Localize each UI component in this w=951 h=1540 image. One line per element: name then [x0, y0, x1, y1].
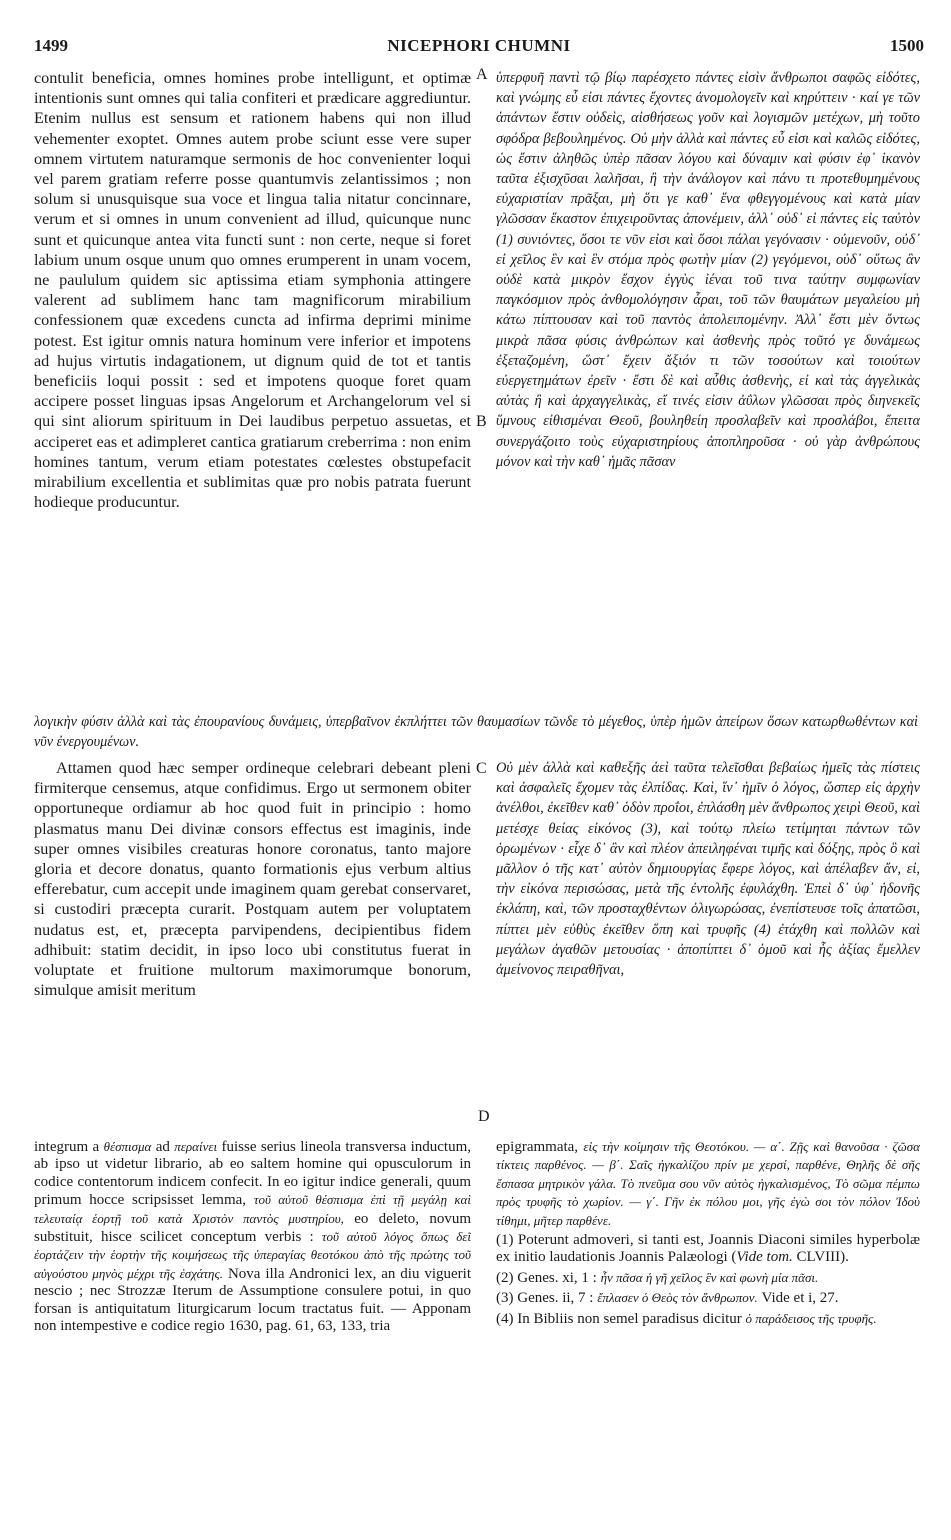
page-number-left: 1499 — [34, 36, 68, 55]
footnotes-left — [34, 1138, 471, 1518]
running-header — [34, 36, 924, 60]
footnote-epigrams: epigrammata, εἰς τὴν κοίμησιν τῆς Θεοτόκου. — α΄. Ζῇς καὶ θανοῦσα · ζῶσα τίκτεις παρθένος. — β΄. Σαῖς ἠγκαλίζου πρίν με χερσί, παρθένε, Θηλῆς δὲ σῆς ἔσπασα μητρικὸν γάλα. Τὸ πνεῦμα σου νῦν αὐτὸς ἠγκαλισμένος, Τὸ σῶμα πέμπω πρὸς τρυφῆς τὸ χωρίον. — γ΄. Γῆν ἐκ πόλου μοι, γῆς ἐγὼ σοι τὸν πόλον Ἰδοὺ τίθημι, μῆτερ παρθένε. — [496, 1139, 920, 1228]
latin-paragraph-top: contulit beneficia, omnes homines probe intelligunt, et optimæ intentionis sunt omnes qui talia confiteri et prædicare aggrediuntur. Etenim nullus est sensum et rationem habens qui non illud vehementer exoptet. Omnes autem probe sciunt esse vere super omnem virtutem naturamque sermonis de hoc convenienter loqui vel parem gratiam referre posse quantumvis zelantissimos ; non solum si unusquisque sua voce et lingua talia nitatur concinnare, verum et si omnes in unum convenient ad illud, quicunque nunc sunt et quicunque antea vita functi sunt : non certe, neque si foret labium unum osque unum quo omnes erumperent in unam vocem, ne paululum quidem sic aptissima etiam symphonia attingere valerent ad sublimem hanc tam magnificorum mirabilium confessionem quæ excedens cuncta ad infirma deprimi minime potest. Est igitur omnis natura hominum vere inferior et impotens ad hujus virtutis indagationem, ut dignum quid de tot et tantis beneficiis loqui possit : sed et impotens quoque foret quam accipere posset linguas ipsas Angelorum et Archangelorum vel si qui sint aliorum spirituum in Dei laudibus perpetuo assuetas, et acciperet eas et adimpleret cantica gratiarum creberrima : non enim homines tantum, verum etiam potestates cœlestes obstupefacit mirabilium excellentia et sublimitas quæ pro nobis patrata fuerunt hodieque producuntur. — [34, 69, 471, 512]
greek-full-width-line — [34, 712, 918, 754]
greek-span-text: λογικὴν φύσιν ἀλλὰ καὶ τὰς ἐπουρανίους δυνάμεις, ὑπερβαῖνον ἐκπλήττει τῶν θαυμασίων τῶνδε τὸ μέγεθος, ὑπὲρ ἡμῶν ἀπείρων ὅσων κατωρθωθέντων καὶ νῦν ἐνεργουμένων. — [34, 714, 918, 750]
footnote-4: (4) In Bibliis non semel paradisus dicitur ὁ παράδεισος τῆς τρυφῆς. — [496, 1310, 877, 1327]
greek-paragraph-mid: Οὐ μὲν ἀλλὰ καὶ καθεξῆς ἀεὶ ταῦτα τελεῖσθαι βεβαίως ἡμεῖς τὰς πίστεις καὶ ἀσφαλεῖς ἔχομεν τὰς ἐλπίδας. Καὶ, ἵν᾽ ἡμῖν ὁ λόγος, ὥσπερ εἰς ἀρχὴν ἀνέλθοι, ἐκεῖθεν καθ᾽ ὁδὸν προΐοι, ἐπλάσθη μὲν ἄνθρωπος χειρὶ Θεοῦ, καὶ μετέσχε θείας εἰκόνος (3), καὶ τούτῳ πλείω τετίμηται πάντων τῶν ὁρωμένων · εἶχε δ᾽ ἂν καὶ πλέον ἀπειληφέναι τιμῆς καὶ δόξης, πρὸς ὃ καὶ μᾶλλον ὁ τῆς κατ᾽ αὐτὸν δημιουργίας ἔφερε λόγος, καὶ ἀπέλαβεν ἄν, εἰ, τὴν εἰκόνα περισώσας, μετὰ τῆς ἐντολῆς ἐφυλάχθη. Ἐπεὶ δ᾽ ὑφ᾽ ἡδονῆς ἐκλάπη, καὶ, τῶν προσταχθέντων ὀλιγωρώσας, ἐνεπίστευσε τοῖς ἀπατῶσι, πίπτει μὲν εὐθὺς ἐκεῖθεν ὅπη καὶ τρυφῆς (4) ἐτάχθη καὶ πολλῶν καὶ μεγάλων ἀγαθῶν μετουσίας · ἀποπίπτει δ᾽ ὁμοῦ καὶ ἧς ἀξίας ἔμελλεν ἀμείνονος πειραθῆναι, — [496, 760, 920, 979]
greek-column-mid — [496, 758, 920, 1106]
latin-column-mid — [34, 758, 471, 1106]
footnote-1: (1) Poterunt admoveri, si tanti est, Joannis Diaconi similes hyperbolæ ex initio laudationis Joannis Palæologi (Vide tom. CLVIII). — [496, 1232, 920, 1266]
footnote-3: (3) Genes. ii, 7 : ἔπλασεν ὁ Θεὸς τὸν ἄνθρωπον. Vide et i, 27. — [496, 1290, 839, 1307]
footnote-continuation: integrum a θέσπισμα ad περαίνει fuisse serius lineola transversa inductum, ab ipso ut videtur librario, ab eo saltem homine qui opusculorum in codice contentorum indicem confecit. In eo igitur indice generali, quum primum hocce scripsisset lemma, τοῦ αὐτοῦ θέσπισμα ἐπὶ τῇ μεγάλῃ καὶ τελευταίᾳ ἑορτῇ τοῦ κατὰ Χριστὸν παντὸς μυστηρίου, eo deleto, novum substituit, hisce scilicet conceptum verbis : τοῦ αὐτοῦ λόγος ὅπως δεῖ ἑορτάζειν τὴν ἑορτὴν τῆς κοιμήσεως τῆς ὑπεραγίας θεοτόκου ἀπὸ τῆς πρώτης τοῦ αὐγούστου μηνὸς μέχρι τῆς ἐσχάτης. Nova illa Andronici lex, an diu viguerit nescio ; nec Strozzæ Iterum de Assumptione consulere potui, in quo forsan is antiquitatum liturgicarum locum tractatus fuit. — Apponam non intempestive e codice regio 1630, pag. 61, 63, 133, tria — [34, 1139, 471, 1335]
running-title: NICEPHORI CHUMNI — [387, 36, 571, 55]
greek-column-top — [496, 68, 920, 711]
section-marker-c: C — [476, 760, 487, 777]
latin-paragraph-mid: Attamen quod hæc semper ordineque celebrari debeant pleni firmiterque censemus, atque confidimus. Ergo ut sermonem obiter opportuneque ordiamur ab hoc quod fuit in principio : homo plasmatus manu Dei divinæ consors effectus est imaginis, inde super omnes visibiles creaturas honore coronatus, tanto majore gloria et decore donatus, quanto formationis ejus verbum altius efferebatur, cum accepit unde imaginem quam gerebat conservaret, si custodiri præcepta curarit. Postquam autem per voluptatem nudatus est, et, præcepta parvipendens, decipientibus fidem adhibuit: statim decidit, in ipso loco ubi constitutus fuerat in voluptate et fruitione multorum maximorumque bonorum, simulque amisit meritum — [34, 759, 471, 1000]
section-marker-b: B — [476, 413, 487, 430]
latin-column-top — [34, 68, 471, 711]
greek-paragraph-top: ὑπερφυῆ παντὶ τῷ βίῳ παρέσχετο πάντες εἰσὶν ἄνθρωποι σαφῶς εἰδότες, καὶ γνώμης εὖ εἰσι πάντες ἔχοντες ἀνομολογεῖν καὶ κηρύττειν · καί γε τῶν ἁπάντων ἔστιν οὐδεὶς, αἰσθήσεως γοῦν καὶ λογισμῶν μετέχων, μὴ τοῦτο σφόδρα βεβουλημένος. Οὐ μὴν ἀλλὰ καὶ πάντες εὖ εἰσι καὶ καλῶς εἰδότες, ὡς ἔστιν ἀληθῶς ὑπὲρ πᾶσαν λόγου καὶ δύναμιν καὶ φύσιν ἐφ᾽ ἱκανὸν ταῦτα ἐξισχῦσαι λαλῆσαι, ἢ τὴν ἀνάλογον καὶ πάνυ τι προτεθυμημένους εὐχαριστίαν πρᾶξαι, μὴ ὅτι γε καθ᾽ ἕνα φθεγγομένους καὶ κατὰ μίαν γλῶσσαν ἕκαστον ἐπιχειροῦντας ἀπονέμειν, ἀλλ᾽ οὐδ᾽ εἰ πάντες εἰς ταὐτὸν (1) συνιόντες, ὅσοι τε νῦν εἰσι καὶ ὅσοι πάλαι γεγόνασιν · οὐμενοῦν, οὐδ᾽ εἰ χεῖλος ἓν καὶ ἓν στόμα πρὸς φωτὴν μίαν (2) γεγόμενοι, οὐδ᾽ οὕτως ἂν οὐδὲ κατὰ μικρὸν ἔσχον ἐγγὺς ἰέναι τοῦ τινα ταύτην συμφωνίαν παγκόσμιον πρὸς ἀνθομολόγησιν ἆραι, τοῦ τῶν θαυμάτων μεγαλείου μὴ κάτω πίπτουσαν καὶ τοῦ παντὸς ἀπολειπομένην. Ἀλλ᾽ ἔστι μὲν ὄντως μικρὰ πᾶσα φύσις ἀνθρώπων καὶ ἀσθενὴς πρὸς τοῦτό γε δυνάμεως ἐξεταζομένη, ὥστ᾽ ἔχειν ἄξιόν τι τῶν τοσούτων καὶ τοιούτων εὐεργετημάτων ἐρεῖν · ἔστι δὲ καὶ αὖθις ἀσθενὴς, εἰ καὶ τὰς ἀγγελικὰς αὐτὰς ἢ καὶ ἀρχαγγελικὰς, εἴ τινές εἰσιν ἀΰλων γλῶσσαι πρὸς διηνεκεῖς ὕμνους εἰθισμέναι Θεοῦ, βουληθείη προσλαβεῖν καὶ προσλάβοι, ἔπειτα συνεργάζοιτο τοὺς εὐχαριστηρίους ἀποπληροῦσα · οὐ γὰρ ἀνθρώπους μόνον καὶ τὴν καθ᾽ ἡμᾶς πᾶσαν — [496, 70, 920, 470]
section-marker-d: D — [478, 1108, 490, 1125]
footnotes-right — [496, 1138, 920, 1528]
footnote-2: (2) Genes. xi, 1 : ἦν πᾶσα ἡ γῆ χεῖλος ἓν καὶ φωνὴ μία πᾶσι. — [496, 1269, 819, 1286]
page-number-right: 1500 — [890, 36, 924, 55]
section-marker-a: A — [476, 66, 488, 83]
